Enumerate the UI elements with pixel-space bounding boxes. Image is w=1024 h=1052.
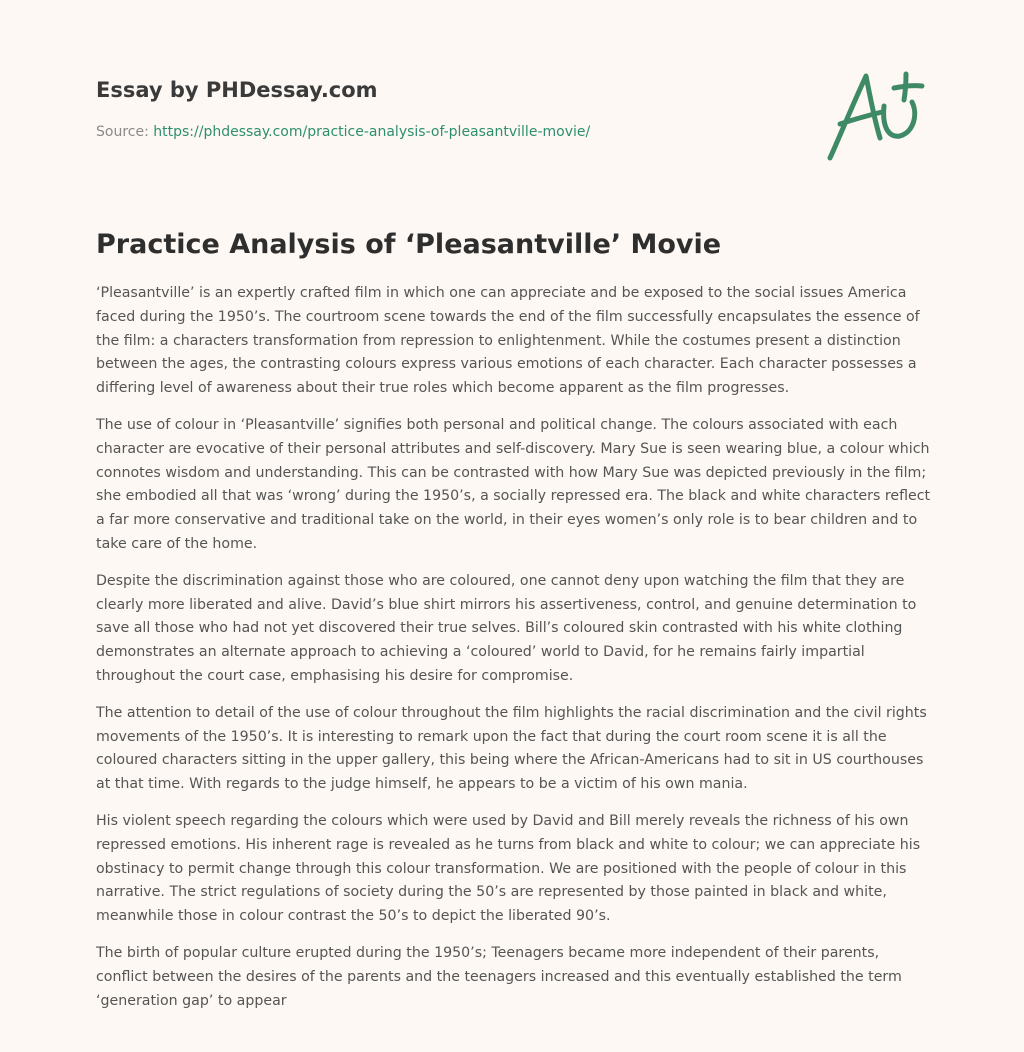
essay-paragraph: The use of colour in ‘Pleasantville’ signifies both personal and political change. The colours associated with each character are evocative of their personal attributes and self-discovery. Mary Sue is seen wearing blue, a colour which connotes wisdom and understanding. This can be contrasted with how Mary Sue was depicted previously in the film; she embodied all that was ‘wrong’ during the 1950’s, a socially repressed era. The black and white characters reflect a far more conservative and traditional take on the world, in their eyes women’s only role is to bear children and to take care of the home.	[96, 416, 931, 552]
site-title: Essay by PHDessay.com	[96, 78, 378, 102]
source-label: Source:	[96, 124, 149, 140]
page-header	[96, 76, 796, 142]
source-link[interactable]: https://phdessay.com/practice-analysis-of-pleasantville-movie/	[153, 124, 591, 140]
essay-paragraph: His violent speech regarding the colours which were used by David and Bill merely reveals the richness of his own repressed emotions. His inherent rage is revealed as he turns from black and white to colour; we can appreciate his obstinacy to permit change through this colour transformation. We are positioned with the people of colour in this narrative. The strict regulations of society during the 50’s are represented by those painted in black and white, meanwhile those in colour contrast the 50’s to depict the liberated 90’s.	[96, 812, 921, 925]
essay-paragraph: ‘Pleasantville’ is an expertly crafted film in which one can appreciate and be exposed to the social issues America faced during the 1950’s. The courtroom scene towards the end of the film successfully encapsulates the essence of the film: a characters transformation from repression to enlightenment. While the costumes present a distinction between the ages, the contrasting colours express various emotions of each character. Each character possesses a differing level of awareness about their true roles which become apparent as the film progresses.	[96, 285, 920, 397]
essay-paragraph: The attention to detail of the use of colour throughout the film highlights the racial discrimination and the civil rights movements of the 1950’s. It is interesting to remark upon the fact that during the court room scene it is all the coloured characters sitting in the upper gallery, this being where the African-Americans had to sit in US courthouses at that time. With regards to the judge himself, he appears to be a victim of his own mania.	[96, 704, 927, 793]
a-plus-grade-icon	[822, 66, 928, 166]
essay-paragraph: The birth of popular culture erupted during the 1950’s; Teenagers became more independent of their parents, conflict between the desires of the parents and the teenagers increased and this eventually established the term ‘generation gap’ to appear	[96, 944, 902, 1009]
essay-content	[96, 226, 932, 1026]
source-line	[96, 122, 796, 142]
essay-title: Practice Analysis of ‘Pleasantville’ Movie	[96, 229, 722, 260]
essay-paragraph: Despite the discrimination against those who are coloured, one cannot deny upon watching the film that they are clearly more liberated and alive. David’s blue shirt mirrors his assertiveness, control, and genuine determination to save all those who had not yet discovered their true selves. Bill’s coloured skin contrasted with his white clothing demonstrates an alternate approach to achieving a ‘coloured’ world to David, for he remains fairly impartial throughout the court case, emphasising his desire for compromise.	[96, 572, 917, 684]
